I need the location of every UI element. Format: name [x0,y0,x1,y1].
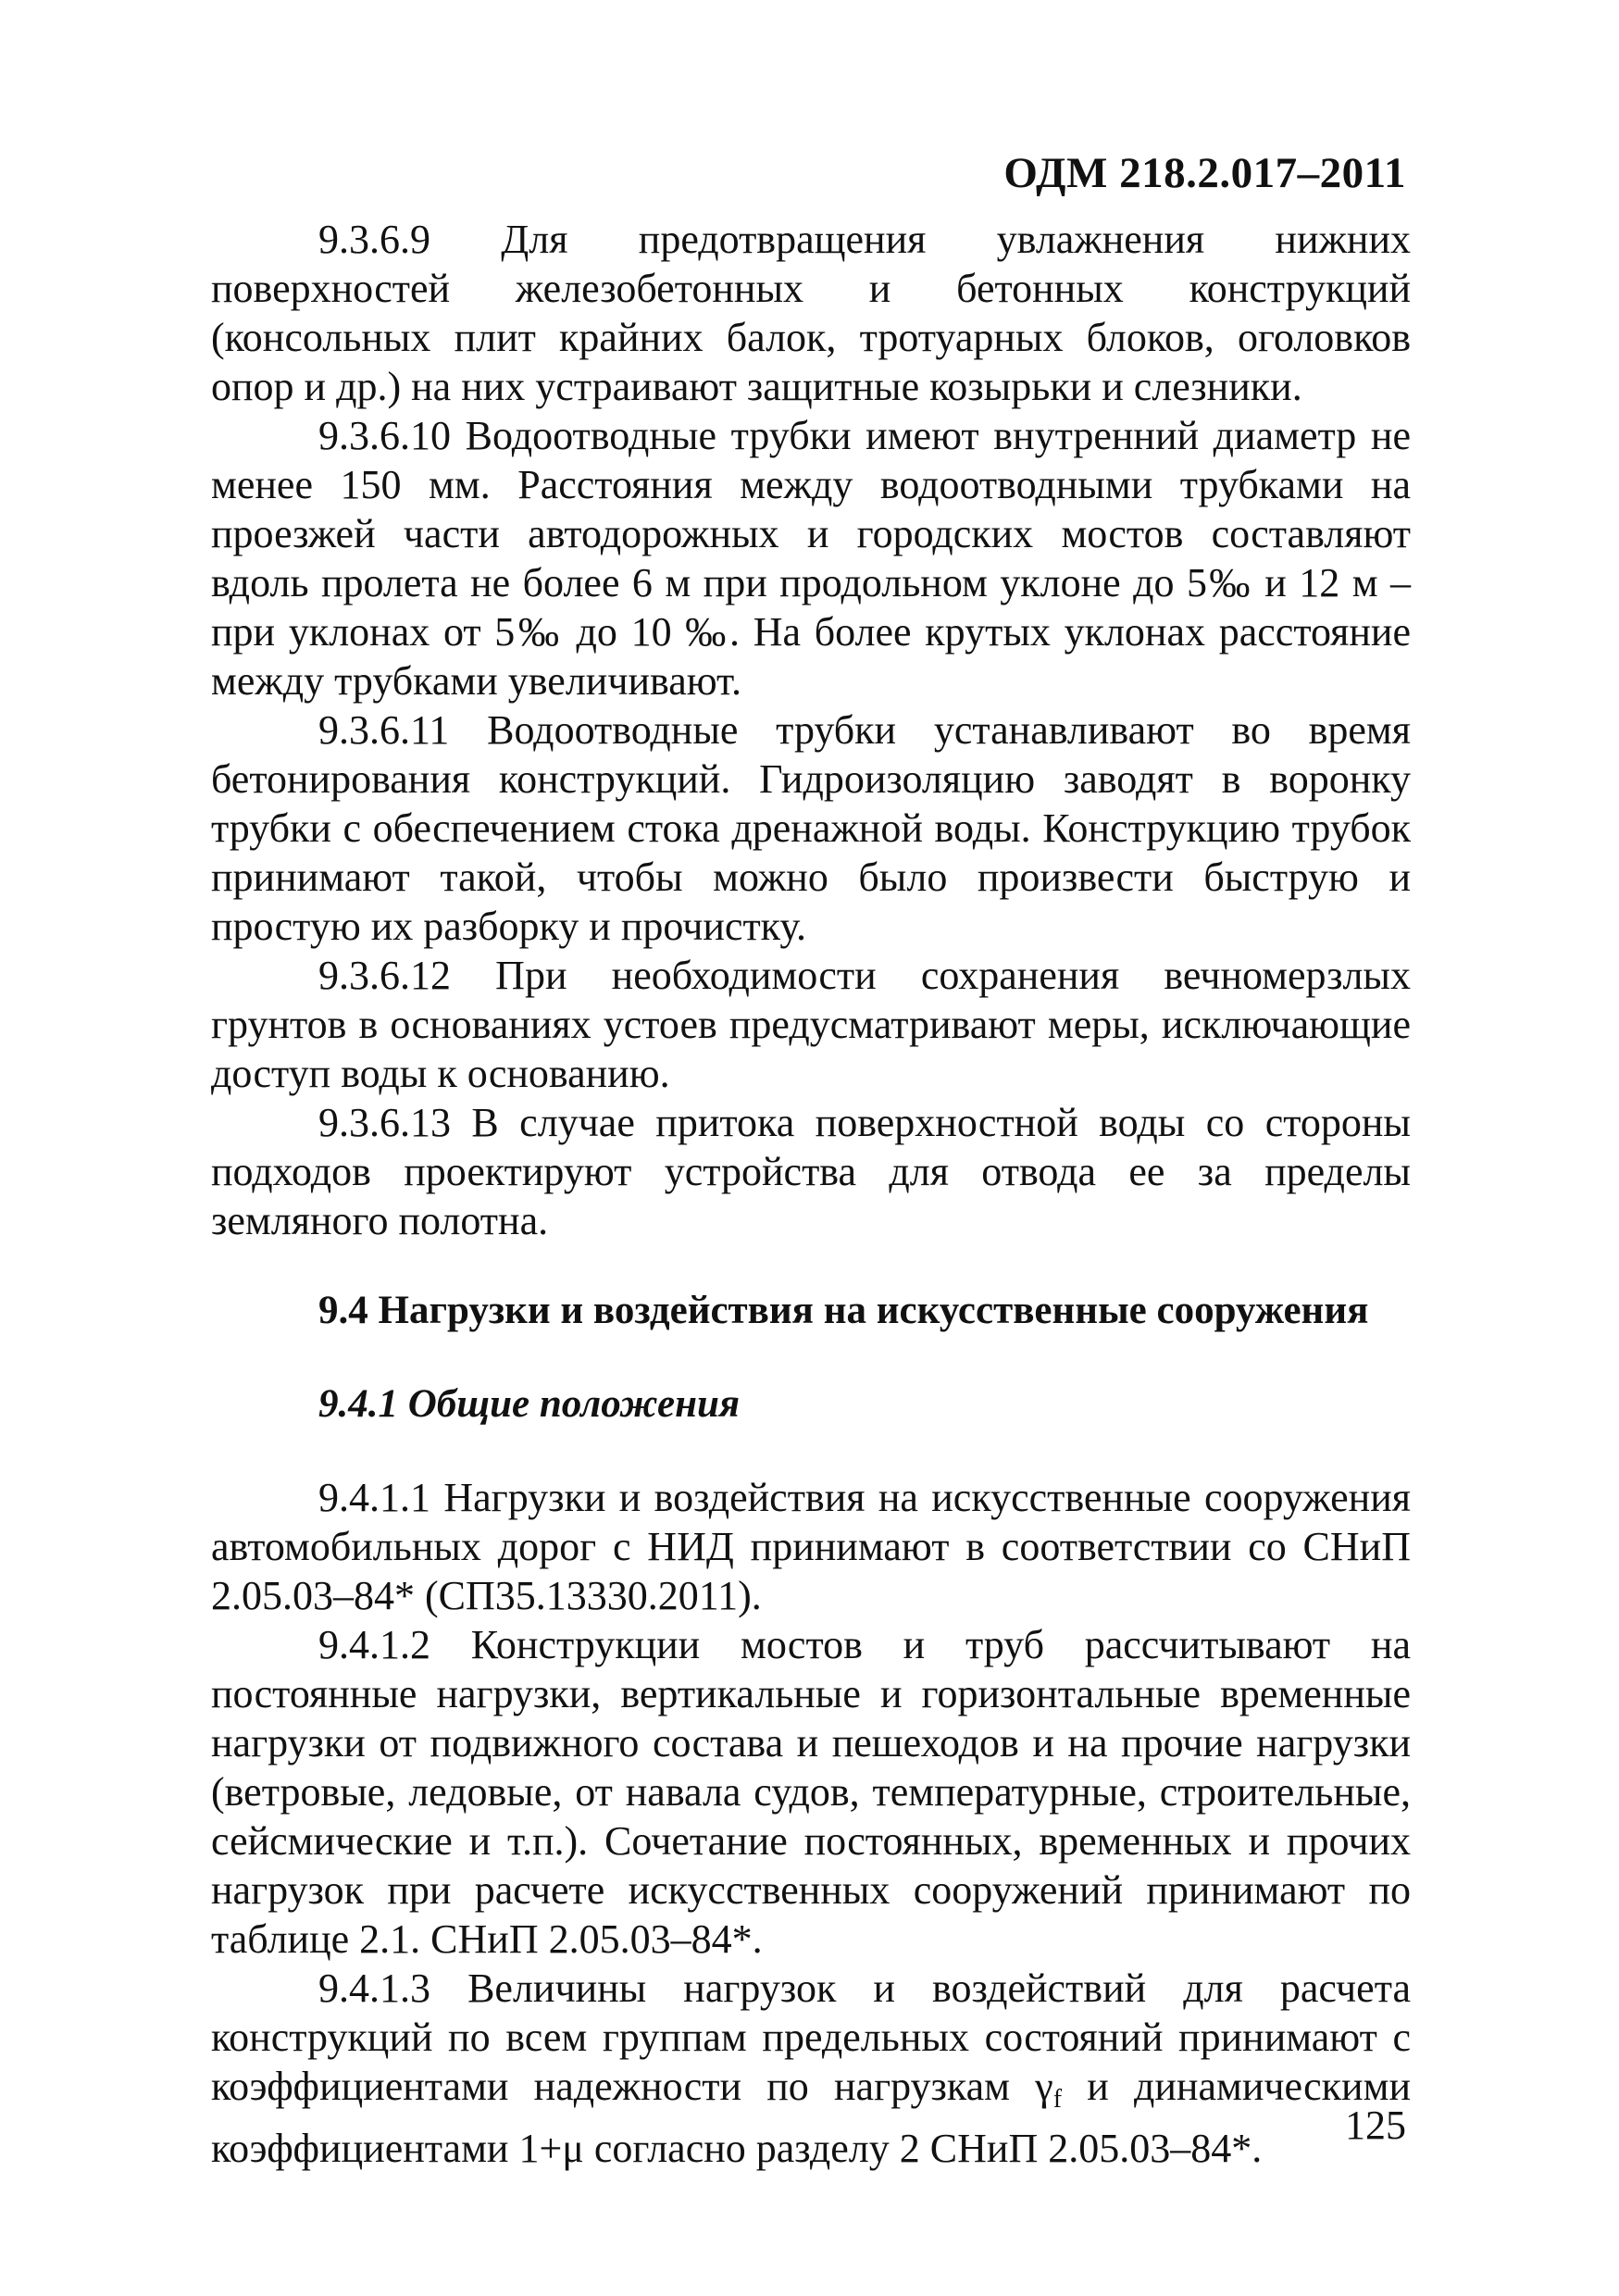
paragraph-9-3-6-10: 9.3.6.10 Водоотводные трубки имеют внутренний диаметр не менее 150 мм. Расстояния между водоотводными трубками на проезжей части автодорожных и городских мостов составляют вдоль пролета не более 6 м при продольном уклоне до 5‰ и 12 м – при уклонах от 5‰ до 10 ‰. На более крутых уклонах расстояние между трубками увеличивают. [211,413,1411,704]
subsection-heading-9-4-1: 9.4.1 Общие положения [318,1382,741,1426]
document-code-header: ОДМ 218.2.017–2011 [1003,149,1406,197]
paragraph-9-4-1-1: 9.4.1.1 Нагрузки и воздействия на искусственные сооружения автомобильных дорог с НИД принимают в соответствии со СНиП 2.05.03–84* (СП35.13330.2011). [211,1475,1411,1618]
paragraph-9-3-6-13: 9.3.6.13 В случае притока поверхностной воды со стороны подходов проектируют устройства для отвода ее за пределы земляного полотна. [211,1100,1411,1243]
gamma-symbol: γ [1035,2064,1053,2109]
paragraph-9-3-6-12: 9.3.6.12 При необходимости сохранения вечномерзлых грунтов в основаниях устоев предусматривают меры, исключающие доступ воды к основанию. [211,953,1411,1096]
section-heading-9-4: 9.4 Нагрузки и воздействия на искусственные сооружения [318,1289,1369,1332]
gamma-subscript: f [1052,2085,1063,2114]
paragraph-9-3-6-11: 9.3.6.11 Водоотводные трубки устанавливают во время бетонирования конструкций. Гидроизоляцию заводят в воронку трубки с обеспечением стока дренажной воды. Конструкцию трубок принимают такой, чтобы можно было произвести быструю и простую их разборку и прочистку. [211,707,1411,949]
paragraph-9-3-6-9: 9.3.6.9 Для предотвращения увлажнения нижних поверхностей железобетонных и бетонных конструкций (консольных плит крайних балок, тротуарных блоков, оголовков опор и др.) на них устраивают защитные козырьки и слезники. [211,217,1411,409]
paragraph-9-4-1-2: 9.4.1.2 Конструкции мостов и труб рассчитывают на постоянные нагрузки, вертикальные и горизонтальные временные нагрузки от подвижного состава и пешеходов и на прочие нагрузки (ветровые, ледовые, от навала судов, температурные, строительные, сейсмические и т.п.). Сочетание постоянных, временных и прочих нагрузок при расчете искусственных сооружений принимают по таблице 2.1. СНиП 2.05.03–84*. [211,1622,1411,1962]
paragraph-9-4-1-3 [211,1964,1411,2173]
paragraph-9-4-1-3-text-end: и динамическими коэффициентами 1+μ согласно разделу 2 СНиП 2.05.03–84*. [211,2064,1411,2171]
page-number: 125 [1345,2103,1406,2148]
document-body [211,215,1411,2173]
paragraph-9-4-1-3-text-start: 9.4.1.3 Величины нагрузок и воздействий для расчета конструкций по всем группам предельных состояний принимают с коэффициентами надежности по нагрузкам [211,1965,1411,2109]
